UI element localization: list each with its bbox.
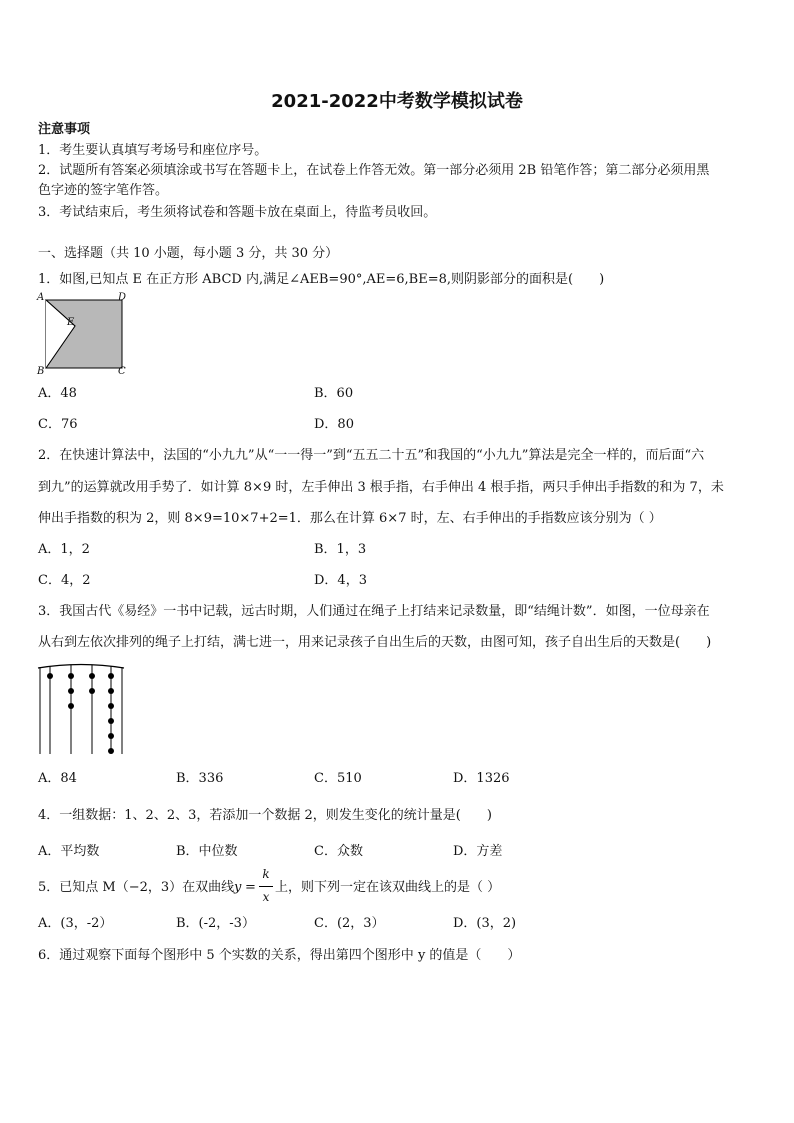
label-E: E [67,317,75,328]
question-5-stem-pre: 5．已知点 M（−2，3）在双曲线 [38,880,235,895]
q5-option-d: D．(3，2) [453,916,517,931]
knot [47,673,53,679]
knot [89,673,95,679]
notice-heading: 注意事项 [38,122,91,137]
notice-line-3: 3．考试结束后，考生须将试卷和答题卡放在桌面上，待监考员收回。 [38,205,437,220]
question-3-line-1: 3．我国古代《易经》一书中记载，远古时期，人们通过在绳子上打结来记录数量，即“结绳计数”．如图，一位母亲在 [38,604,710,619]
label-D: D [118,292,127,303]
knot [108,748,114,754]
q3-option-b: B．336 [176,771,224,786]
q1-option-b: B．60 [314,386,354,401]
q1-option-a: A．48 [38,386,77,401]
q2-option-c: C．4，2 [38,573,91,588]
label-A: A [37,292,45,303]
question-2-line-2: 到九”的运算就改用手势了．如计算 8×9 时，左手伸出 3 根手指，右手伸出 4 根手指，两只手伸出手指数的和为 7，未 [38,480,724,495]
formula-y: y [234,880,242,895]
q1-option-c: C．76 [38,417,78,432]
q5-option-c: C．(2，3） [314,916,385,931]
q3-option-c: C．510 [314,771,362,786]
q2-option-d: D．4，3 [314,573,367,588]
notice-line-2b: 色字迹的签字笔作答。 [38,183,169,198]
knot [108,673,114,679]
q5-option-a: A．(3，-2） [38,916,113,931]
question-3-line-2: 从右到左依次排列的绳子上打结，满七进一，用来记录孩子自出生后的天数，由图可知，孩子自出生后的天数是( ) [38,635,712,650]
q4-option-a: A．平均数 [38,844,100,859]
fraction-bar [259,886,273,887]
question-4-stem: 4．一组数据：1、2、2、3，若添加一个数据 2，则发生变化的统计量是( ) [38,808,492,823]
q5-option-b: B．(-2，-3） [176,916,255,931]
formula-equals: = [245,880,256,895]
question-6-stem: 6．通过观察下面每个图形中 5 个实数的关系，得出第四个图形中 y 的值是（ ） [38,948,521,963]
knot [108,688,114,694]
q2-option-a: A．1，2 [38,542,90,557]
q4-option-b: B．中位数 [176,844,238,859]
q4-option-c: C．众数 [314,844,363,859]
formula-numerator: k [262,867,270,881]
knot [68,703,74,709]
q1-option-d: D．80 [314,417,354,432]
knot [89,688,95,694]
notice-line-2a: 2．试题所有答案必须填涂或书写在答题卡上，在试卷上作答无效。第一部分必须用 2B 铅笔作答；第二部分必须用黑 [38,163,710,178]
question-1-stem: 1．如图,已知点 E 在正方形 ABCD 内,满足∠AEB=90°,AE=6,BE=8,则阴影部分的面积是( ) [38,272,605,287]
q2-option-b: B．1，3 [314,542,367,557]
q3-option-a: A．84 [38,771,77,786]
knot [108,718,114,724]
page-title: 2021-2022中考数学模拟试卷 [271,91,523,112]
knot [68,673,74,679]
label-C: C [118,366,126,377]
label-B: B [37,366,45,377]
question-2-line-3: 伸出手指数的积为 2，则 8×9=10×7+2=1．那么在计算 6×7 时，左、右手伸出的手指数应该分别为（ ） [38,511,662,526]
q4-option-d: D．方差 [453,844,503,859]
knotted-ropes-figure [36,658,132,758]
question-2-line-1: 2．在快速计算法中，法国的“小九九”从“一一得一”到“五五二十五”和我国的“小九九”算法是完全一样的，而后面“六 [38,448,705,463]
formula-denominator: x [262,890,270,904]
knot [108,703,114,709]
knot [68,688,74,694]
question-5-stem-post: 上，则下列一定在该双曲线上的是（ ） [275,880,501,895]
q3-option-d: D．1326 [453,771,510,786]
section-heading: 一、选择题（共 10 小题，每小题 3 分，共 30 分） [38,246,339,261]
knot [108,733,114,739]
notice-line-1: 1．考生要认真填写考场号和座位序号。 [38,143,268,158]
